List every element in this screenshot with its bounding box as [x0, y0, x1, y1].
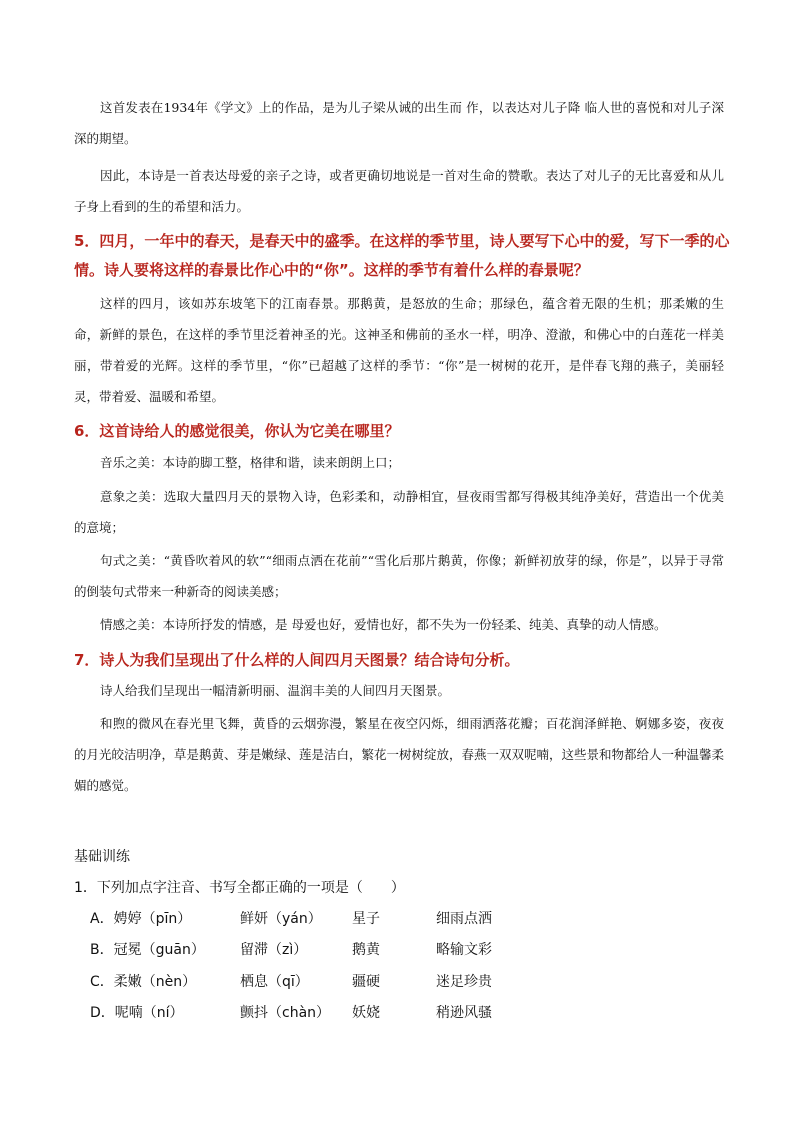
option-a-1: A．娉婷（pīn） [90, 911, 192, 927]
answer-6-imagery: 意象之美：选取大量四月天的景物入诗，色彩柔和，动静相宜，昼夜雨雪都写得极其纯净美好，营造出一个优美的意境； [74, 489, 724, 535]
option-a-3: 星子 [352, 911, 380, 927]
section-heading: 基础训练 [74, 849, 130, 865]
option-d-3: 妖娆 [352, 1005, 380, 1021]
answer-7-summary: 诗人给我们呈现出一幅清新明丽、温润丰美的人间四月天图景。 [100, 683, 451, 698]
option-c-4: 迷足珍贵 [436, 974, 492, 990]
option-b-4: 略输文彩 [436, 942, 492, 958]
option-d-1: D．呢喃（ní） [90, 1005, 184, 1021]
option-c-2: 栖息（qī） [240, 974, 309, 990]
option-d-2: 颤抖（chàn） [240, 1005, 331, 1021]
option-a-4: 细雨点洒 [436, 911, 492, 927]
question-6: 6．这首诗给人的感觉很美，你认为它美在哪里？ [74, 422, 400, 440]
answer-5: 这样的四月，该如苏东坡笔下的江南春景。那鹅黄，是怒放的生命；那绿色，蕴含着无限的生机；那柔嫩的生命，新鲜的景色，在这样的季节里泛着神圣的光。这神圣和佛前的圣水一样，明净、澄澈，和佛心中的白莲花一样美丽，带着爱的光辉。这样的季节里，“你”已超越了这样的季节：“你”是一树树的花开，是伴春飞翔的燕子，美丽轻灵，带着爱、温暖和希望。 [74, 296, 724, 404]
option-b-2: 留滞（zì） [240, 942, 308, 958]
option-c-3: 疆硬 [352, 974, 380, 990]
option-a-2: 鲜妍（yán） [240, 911, 322, 927]
option-b-3: 鹅黄 [352, 942, 380, 958]
option-b-1: B．冠冕（guān） [90, 942, 205, 958]
answer-7-detail: 和煦的微风在春光里飞舞，黄昏的云烟弥漫，繁星在夜空闪烁，细雨洒落花瓣；百花润泽鲜艳、婀娜多姿，夜夜的月光皎洁明净，草是鹅黄、芽是嫩绿、莲是洁白，繁花一树树绽放，春燕一双双呢喃，这些景和物都给人一种温馨柔媚的感觉。 [74, 716, 725, 793]
option-d-4: 稍逊风骚 [436, 1005, 492, 1021]
question-5: 5．四月，一年中的春天，是春天中的盛季。在这样的季节里，诗人要写下心中的爱，写下一季的心情。诗人要将这样的春景比作心中的“你”。这样的季节有着什么样的春景呢？ [74, 232, 730, 279]
intro-paragraph-1: 这首发表在1934年《学文》上的作品，是为儿子梁从诫的出生而 作，以表达对儿子降 临人世的喜悦和对儿子深深的期望。 [74, 100, 724, 146]
answer-6-syntax: 句式之美：“黄昏吹着风的软”“细雨点洒在花前”“雪化后那片鹅黄，你像；新鲜初放芽的绿，你是”，以异于寻常的倒装句式带来一种新奇的阅读美感； [74, 553, 724, 599]
training-question-1: 1．下列加点字注音、书写全都正确的一项是（ ） [74, 880, 405, 896]
answer-6-music: 音乐之美：本诗韵脚工整，格律和谐，读来朗朗上口； [100, 455, 401, 470]
question-7: 7．诗人为我们呈现出了什么样的人间四月天图景？结合诗句分析。 [74, 651, 520, 669]
answer-6-emotion: 情感之美：本诗所抒发的情感，是 母爱也好，爱情也好，都不失为一份轻柔、纯美、真挚的动人情感。 [100, 617, 667, 632]
option-c-1: C．柔嫩（nèn） [90, 974, 197, 990]
intro-paragraph-2: 因此，本诗是一首表达母爱的亲子之诗，或者更确切地说是一首对生命的赞歌。表达了对儿子的无比喜爱和从儿子身上看到的生的希望和活力。 [74, 168, 724, 214]
